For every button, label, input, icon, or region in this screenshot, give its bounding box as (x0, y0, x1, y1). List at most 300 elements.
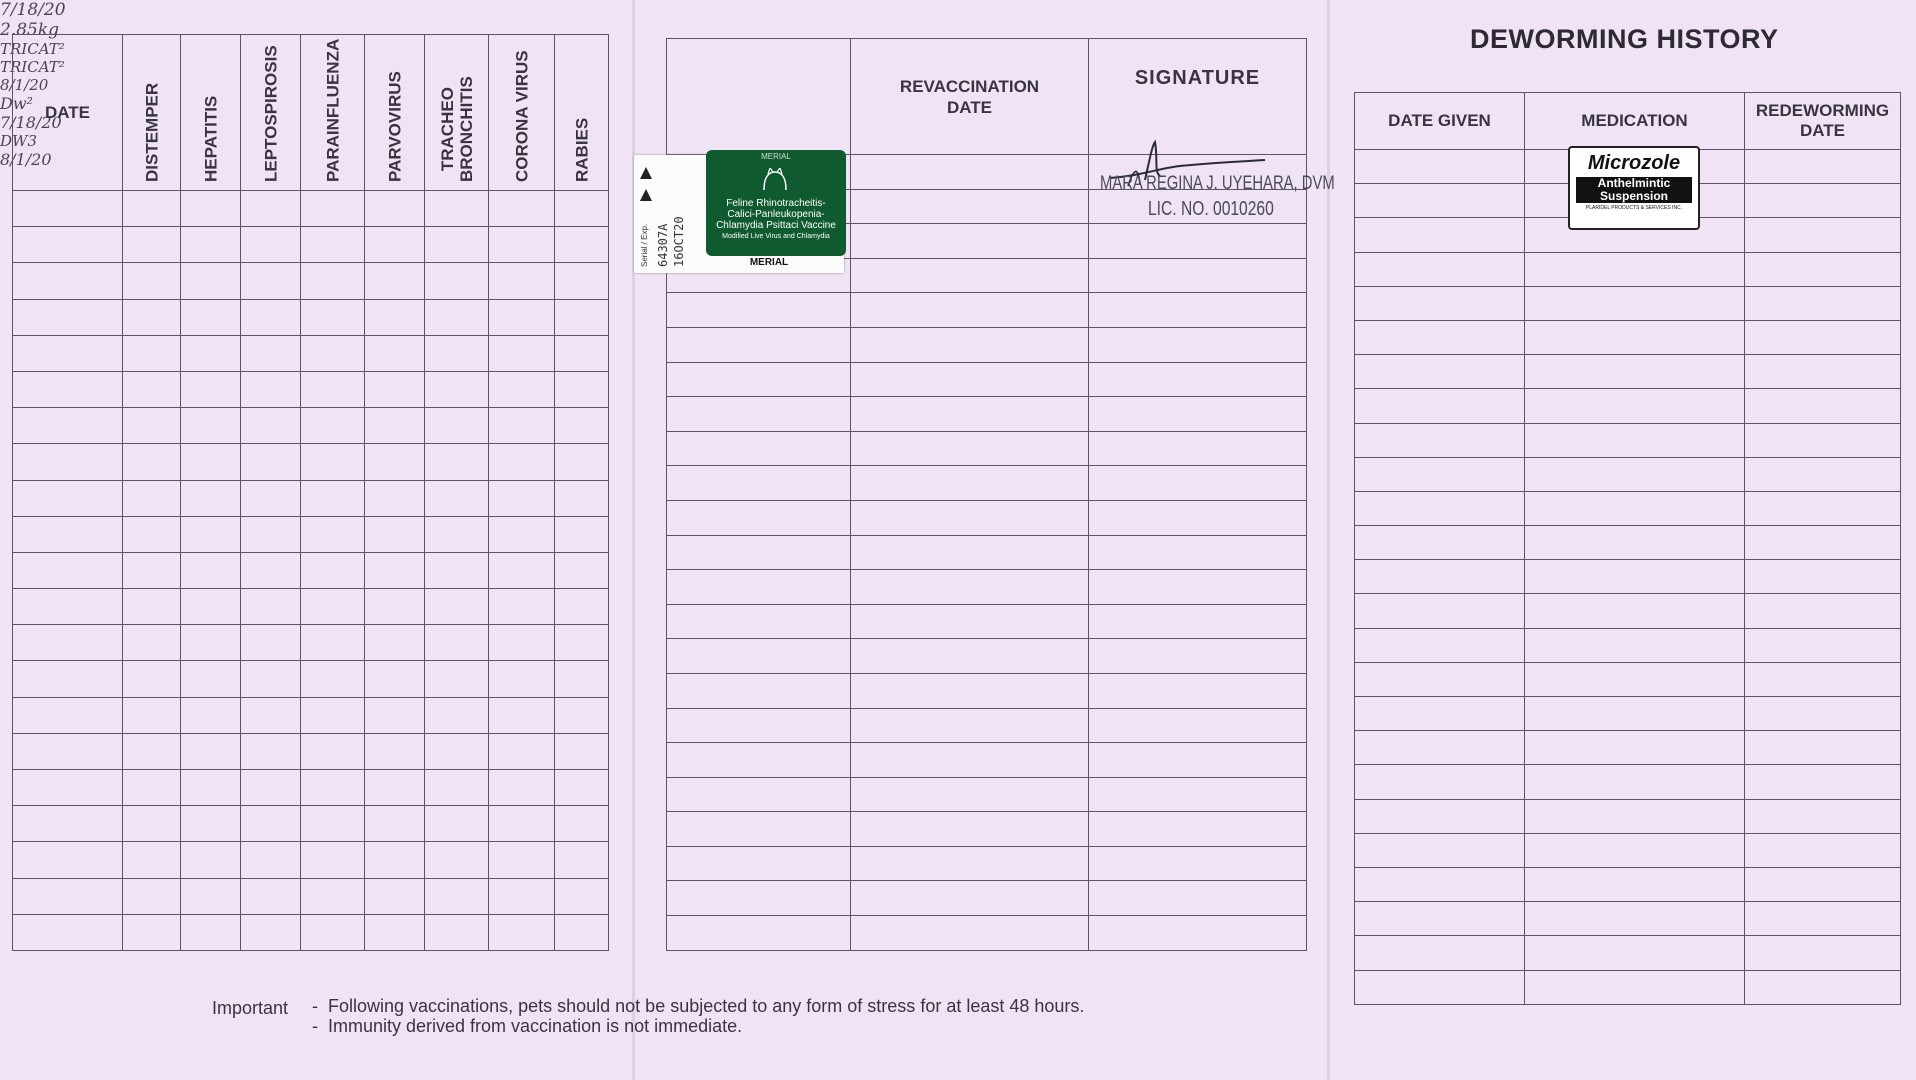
table-cell (425, 661, 489, 697)
table-row (13, 878, 609, 914)
header-revaccination-date: REVACCINATION DATE (851, 39, 1089, 155)
table-cell (555, 878, 609, 914)
notes-label: Important (212, 998, 289, 1018)
table-row (667, 916, 1307, 951)
table-cell (1525, 799, 1745, 833)
table-row (1355, 902, 1901, 936)
table-row (13, 697, 609, 733)
table-cell (489, 697, 555, 733)
table-cell (1355, 150, 1525, 184)
table-cell (667, 708, 851, 743)
table-cell (555, 770, 609, 806)
header-parvovirus: PARVOVIRUS (365, 35, 425, 191)
table-row (13, 661, 609, 697)
table-cell (13, 806, 123, 842)
table-cell (123, 697, 181, 733)
table-cell (667, 812, 851, 847)
table-cell (365, 191, 425, 227)
table-cell (1089, 258, 1307, 293)
table-cell (555, 480, 609, 516)
table-cell (301, 191, 365, 227)
table-row (13, 914, 609, 950)
table-cell (489, 299, 555, 335)
table-cell (1089, 777, 1307, 812)
table-row (13, 227, 609, 263)
table-cell (1355, 491, 1525, 525)
table-cell (1745, 389, 1901, 423)
table-cell (123, 842, 181, 878)
table-cell (667, 362, 851, 397)
table-cell (489, 227, 555, 263)
header-date: DATE (13, 35, 123, 191)
table-cell (1089, 743, 1307, 778)
deworming-title: DEWORMING HISTORY (1470, 24, 1779, 54)
table-cell (667, 743, 851, 778)
table-cell (365, 589, 425, 625)
table-cell (241, 191, 301, 227)
table-cell (667, 431, 851, 466)
table-row (667, 812, 1307, 847)
entry-date: 7/18/20 (0, 0, 66, 20)
table-row (13, 480, 609, 516)
table-cell (181, 408, 241, 444)
table-cell (425, 191, 489, 227)
table-cell (181, 842, 241, 878)
table-cell (1745, 970, 1901, 1004)
table-cell (365, 878, 425, 914)
table-cell (1355, 867, 1525, 901)
header-parainfluenza: PARAINFLUENZA (301, 35, 365, 191)
table-cell (13, 589, 123, 625)
table-cell (851, 743, 1089, 778)
table-cell (1355, 389, 1525, 423)
table-cell (241, 299, 301, 335)
table-cell (123, 914, 181, 950)
table-cell (241, 914, 301, 950)
table-cell (555, 444, 609, 480)
table-cell (851, 155, 1089, 190)
table-cell (555, 516, 609, 552)
table-cell (1745, 936, 1901, 970)
table-cell (1525, 970, 1745, 1004)
table-cell (851, 604, 1089, 639)
revac-entry-date: 8/1/20 (0, 76, 49, 94)
table-cell (1745, 765, 1901, 799)
table-cell (241, 842, 301, 878)
table-cell (1745, 697, 1901, 731)
table-cell (123, 335, 181, 371)
table-cell (1745, 902, 1901, 936)
table-cell (851, 362, 1089, 397)
table-cell (365, 625, 425, 661)
table-cell (1355, 355, 1525, 389)
table-cell (365, 733, 425, 769)
table-cell (301, 914, 365, 950)
table-cell (1089, 466, 1307, 501)
table-row (1355, 833, 1901, 867)
table-row (13, 335, 609, 371)
table-row (667, 362, 1307, 397)
table-cell (1525, 697, 1745, 731)
table-row (667, 431, 1307, 466)
table-cell (123, 299, 181, 335)
table-cell (241, 625, 301, 661)
table-cell (1355, 423, 1525, 457)
table-cell (489, 552, 555, 588)
table-cell (123, 408, 181, 444)
table-cell (851, 189, 1089, 224)
table-cell (241, 444, 301, 480)
table-cell (555, 806, 609, 842)
table-cell (181, 733, 241, 769)
table-row (667, 673, 1307, 708)
table-cell (555, 299, 609, 335)
table-row (667, 397, 1307, 432)
table-cell (425, 589, 489, 625)
table-cell (365, 842, 425, 878)
table-cell (365, 227, 425, 263)
table-cell (365, 806, 425, 842)
dw-entry-given: Dw² (0, 94, 33, 113)
table-cell (1089, 639, 1307, 674)
fold-line-right (1327, 0, 1330, 1080)
dw-entry-date: 7/18/20 (0, 113, 62, 132)
table-cell (1355, 662, 1525, 696)
table-cell (241, 516, 301, 552)
table-cell (555, 625, 609, 661)
table-cell (555, 552, 609, 588)
table-cell (123, 444, 181, 480)
table-cell (489, 842, 555, 878)
table-cell (123, 263, 181, 299)
table-cell (1355, 320, 1525, 354)
table-cell (1525, 594, 1745, 628)
table-cell (13, 371, 123, 407)
table-cell (1745, 731, 1901, 765)
table-cell (13, 770, 123, 806)
table-cell (365, 263, 425, 299)
header-tracheobronchitis: TRACHEO BRONCHITIS (425, 35, 489, 191)
table-cell (13, 516, 123, 552)
table-row (1355, 457, 1901, 491)
table-cell (181, 878, 241, 914)
table-cell (301, 299, 365, 335)
table-row (667, 570, 1307, 605)
table-cell (301, 552, 365, 588)
table-cell (301, 806, 365, 842)
table-cell (1355, 765, 1525, 799)
table-cell (13, 263, 123, 299)
table-cell (489, 335, 555, 371)
table-cell (1745, 184, 1901, 218)
table-cell (1355, 286, 1525, 320)
table-cell (13, 914, 123, 950)
table-cell (1525, 833, 1745, 867)
table-cell (123, 625, 181, 661)
table-row (1355, 423, 1901, 457)
table-row (667, 881, 1307, 916)
table-cell (489, 589, 555, 625)
table-cell (555, 914, 609, 950)
table-cell (851, 466, 1089, 501)
table-cell (555, 191, 609, 227)
table-cell (1745, 662, 1901, 696)
table-cell (181, 516, 241, 552)
table-cell (13, 335, 123, 371)
table-cell (13, 878, 123, 914)
table-cell (1089, 293, 1307, 328)
table-cell (1745, 355, 1901, 389)
table-cell (123, 770, 181, 806)
table-cell (1525, 936, 1745, 970)
table-row (1355, 252, 1901, 286)
table-cell (181, 661, 241, 697)
table-cell (489, 263, 555, 299)
table-cell (667, 535, 851, 570)
table-cell (1355, 936, 1525, 970)
table-cell (1745, 320, 1901, 354)
header-rabies: RABIES (555, 35, 609, 191)
sticker-brand-top: MERIAL (761, 152, 791, 161)
table-cell (555, 263, 609, 299)
table-cell (301, 625, 365, 661)
table-cell (123, 516, 181, 552)
table-row (1355, 697, 1901, 731)
table-row (667, 639, 1307, 674)
table-cell (1525, 628, 1745, 662)
table-cell (667, 327, 851, 362)
table-cell (425, 878, 489, 914)
revac-entry-vaccine: TRICAT² (0, 58, 65, 76)
table-cell (1089, 916, 1307, 951)
dw-entry-redeworm-code: DW3 (0, 132, 37, 150)
table-cell (301, 263, 365, 299)
table-cell (241, 263, 301, 299)
table-row (1355, 594, 1901, 628)
table-cell (365, 335, 425, 371)
table-cell (301, 770, 365, 806)
table-cell (851, 570, 1089, 605)
table-cell (489, 408, 555, 444)
table-cell (241, 661, 301, 697)
table-cell (851, 777, 1089, 812)
header-corona-virus: CORONA VIRUS (489, 35, 555, 191)
notes-line-1: - Following vaccinations, pets should not be subjected to any form of stress for at least 48 hours. (312, 996, 1085, 1016)
table-cell (1745, 218, 1901, 252)
table-cell (1089, 846, 1307, 881)
table-cell (123, 191, 181, 227)
table-cell (241, 733, 301, 769)
cat-head-icon (760, 168, 790, 197)
table-cell (851, 224, 1089, 259)
table-cell (1525, 867, 1745, 901)
table-row (1355, 526, 1901, 560)
table-cell (13, 733, 123, 769)
table-cell (851, 258, 1089, 293)
table-cell (365, 770, 425, 806)
table-cell (181, 914, 241, 950)
table-cell (851, 397, 1089, 432)
table-cell (241, 227, 301, 263)
table-cell (667, 293, 851, 328)
header-blank (667, 39, 851, 155)
table-cell (1089, 500, 1307, 535)
table-cell (301, 516, 365, 552)
table-cell (1525, 320, 1745, 354)
table-row (1355, 799, 1901, 833)
table-cell (181, 227, 241, 263)
table-cell (1745, 286, 1901, 320)
table-cell (13, 227, 123, 263)
header-hepatitis: HEPATITIS (181, 35, 241, 191)
table-row (13, 371, 609, 407)
table-cell (555, 589, 609, 625)
table-row (1355, 936, 1901, 970)
table-row (1355, 970, 1901, 1004)
table-cell (1355, 902, 1525, 936)
table-cell (241, 770, 301, 806)
header-medication: MEDICATION (1525, 93, 1745, 150)
table-cell (1089, 431, 1307, 466)
table-cell (489, 878, 555, 914)
table-cell (123, 661, 181, 697)
table-row (13, 770, 609, 806)
table-cell (489, 914, 555, 950)
table-cell (851, 812, 1089, 847)
table-row (667, 466, 1307, 501)
table-cell (1089, 570, 1307, 605)
table-cell (365, 552, 425, 588)
table-cell (1745, 867, 1901, 901)
table-cell (1089, 604, 1307, 639)
table-cell (241, 806, 301, 842)
table-cell (181, 770, 241, 806)
table-cell (667, 673, 851, 708)
table-cell (181, 480, 241, 516)
table-cell (1745, 833, 1901, 867)
table-cell (489, 516, 555, 552)
table-cell (425, 335, 489, 371)
table-cell (1089, 708, 1307, 743)
microzole-sticker: Microzole Anthelmintic Suspension PLARIDEL PRODUCTS & SERVICES INC. (1568, 146, 1700, 230)
table-cell (181, 299, 241, 335)
table-cell (123, 589, 181, 625)
table-row (667, 327, 1307, 362)
table-cell (425, 444, 489, 480)
table-cell (489, 371, 555, 407)
table-cell (1355, 731, 1525, 765)
table-cell (241, 589, 301, 625)
table-cell (301, 335, 365, 371)
notes-line-2: - Immunity derived from vaccination is not immediate. (312, 1016, 743, 1036)
table-cell (489, 806, 555, 842)
table-row (667, 604, 1307, 639)
table-cell (667, 604, 851, 639)
table-cell (851, 846, 1089, 881)
table-row (667, 708, 1307, 743)
table-row (1355, 731, 1901, 765)
table-cell (1745, 457, 1901, 491)
table-cell (13, 444, 123, 480)
header-redeworming-date: REDEWORMING DATE (1745, 93, 1901, 150)
table-cell (555, 408, 609, 444)
table-row (667, 500, 1307, 535)
table-cell (181, 625, 241, 661)
table-cell (13, 697, 123, 733)
table-cell (1355, 833, 1525, 867)
vet-stamp-license: LIC. NO. 0010260 (1148, 198, 1274, 220)
table-cell (667, 639, 851, 674)
table-cell (241, 878, 301, 914)
table-cell (1089, 881, 1307, 916)
table-cell (1525, 526, 1745, 560)
table-cell (425, 697, 489, 733)
table-cell (1745, 628, 1901, 662)
table-cell (13, 661, 123, 697)
table-cell (1525, 286, 1745, 320)
table-cell (13, 625, 123, 661)
table-cell (181, 444, 241, 480)
table-cell (365, 516, 425, 552)
table-cell (181, 697, 241, 733)
table-cell (851, 327, 1089, 362)
table-cell (425, 842, 489, 878)
table-cell (1355, 218, 1525, 252)
table-row (667, 535, 1307, 570)
table-cell (181, 806, 241, 842)
table-cell (489, 480, 555, 516)
table-cell (425, 770, 489, 806)
table-cell (1525, 423, 1745, 457)
vaccination-table (12, 34, 609, 951)
table-cell (301, 444, 365, 480)
table-row (13, 263, 609, 299)
table-cell (1355, 252, 1525, 286)
entry-weight: 2.85kg (0, 20, 60, 40)
table-row (13, 733, 609, 769)
table-cell (365, 408, 425, 444)
table-row (1355, 320, 1901, 354)
table-cell (301, 697, 365, 733)
table-cell (1355, 184, 1525, 218)
table-cell (13, 842, 123, 878)
table-cell (555, 733, 609, 769)
table-cell (555, 371, 609, 407)
table-cell (489, 444, 555, 480)
table-cell (667, 846, 851, 881)
vet-stamp-name: MARA REGINA J. UYEHARA, DVM (1100, 173, 1335, 194)
sticker-serial: 64307A (656, 223, 670, 267)
table-cell (301, 842, 365, 878)
table-row (1355, 867, 1901, 901)
table-cell (425, 371, 489, 407)
table-cell (1745, 560, 1901, 594)
table-cell (489, 191, 555, 227)
table-cell (1525, 902, 1745, 936)
table-cell (1089, 673, 1307, 708)
table-cell (13, 299, 123, 335)
table-cell (1745, 491, 1901, 525)
table-cell (181, 191, 241, 227)
table-cell (425, 625, 489, 661)
table-cell (241, 335, 301, 371)
table-cell (301, 661, 365, 697)
table-cell (425, 480, 489, 516)
table-cell (365, 661, 425, 697)
table-cell (1355, 697, 1525, 731)
table-cell (425, 733, 489, 769)
table-row (1355, 286, 1901, 320)
